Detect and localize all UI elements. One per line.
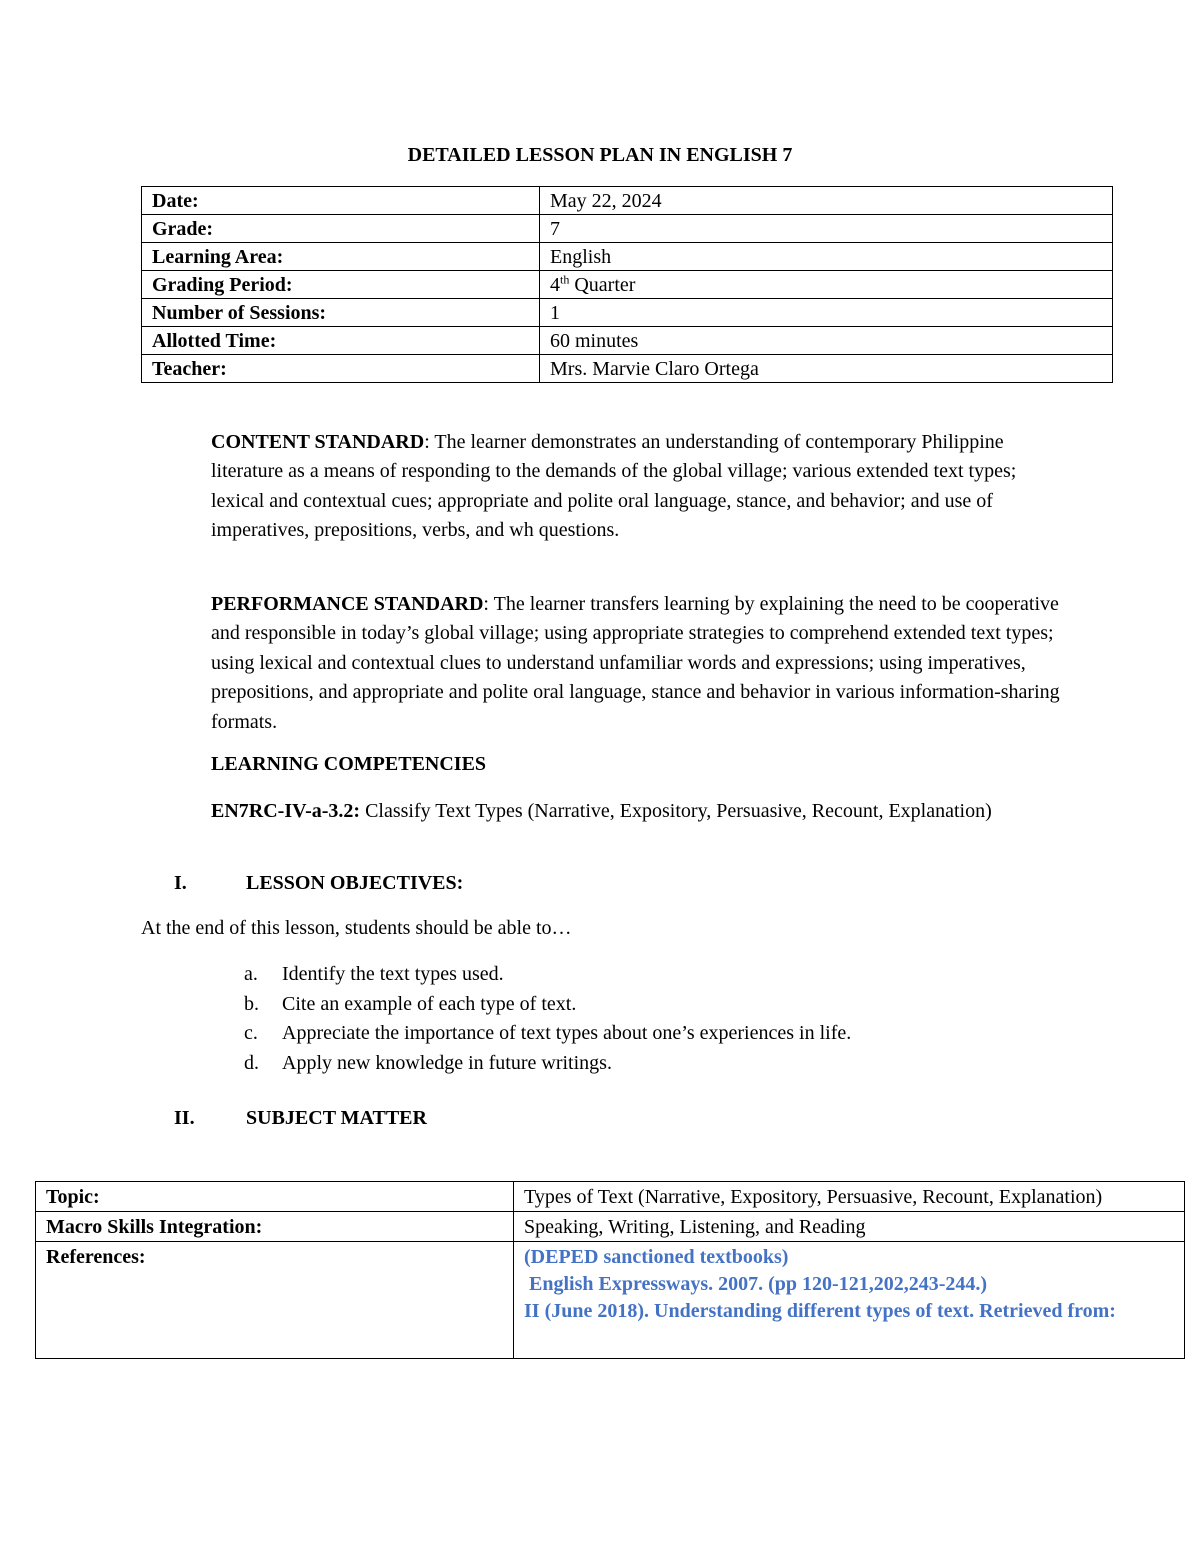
references-label: References: bbox=[36, 1242, 514, 1359]
list-marker: a. bbox=[244, 963, 258, 985]
date-label: Date: bbox=[142, 187, 540, 215]
macro-skills-label: Macro Skills Integration: bbox=[36, 1212, 514, 1242]
grading-period-word: Quarter bbox=[569, 273, 636, 296]
document-title: DETAILED LESSON PLAN IN ENGLISH 7 bbox=[407, 144, 793, 166]
references-value bbox=[514, 1242, 1185, 1359]
content-standard bbox=[211, 428, 1071, 546]
reference-line: English Expressways. 2007. (pp 120-121,202,243-244.) bbox=[529, 1273, 988, 1295]
competency-text: Classify Text Types (Narrative, Expository, Persuasive, Recount, Explanation) bbox=[360, 800, 992, 822]
content-standard-text: : The learner demonstrates an understanding of contemporary Philippine literature as a means of responding to the demands of the global village; various extended text types; lexical and contextual cues; appropriate and polite oral language, stance, and behavior; and use of imperatives, prepositions, verbs, and wh questions. bbox=[211, 431, 1017, 542]
teacher-label: Teacher: bbox=[142, 355, 540, 383]
table-row bbox=[36, 1242, 1185, 1359]
sessions-value: 1 bbox=[540, 299, 1113, 327]
table-row bbox=[142, 271, 1113, 299]
lesson-info-table bbox=[141, 186, 1113, 383]
subject-matter-table bbox=[35, 1181, 1185, 1359]
allotted-time-label: Allotted Time: bbox=[142, 327, 540, 355]
performance-standard bbox=[211, 590, 1071, 737]
reference-line: (DEPED sanctioned textbooks) bbox=[524, 1246, 789, 1268]
topic-label: Topic: bbox=[36, 1182, 514, 1212]
table-row bbox=[142, 187, 1113, 215]
objectives-list bbox=[244, 960, 851, 1078]
list-item bbox=[244, 1019, 851, 1049]
table-row bbox=[36, 1182, 1185, 1212]
objectives-intro: At the end of this lesson, students should be able to… bbox=[141, 917, 572, 939]
table-row bbox=[142, 299, 1113, 327]
grade-label: Grade: bbox=[142, 215, 540, 243]
subject-matter-heading: SUBJECT MATTER bbox=[246, 1107, 427, 1129]
objective-text: Appreciate the importance of text types about one’s experiences in life. bbox=[282, 1022, 852, 1044]
performance-standard-text: : The learner transfers learning by explaining the need to be cooperative and responsible in today’s global village; using appropriate strategies to comprehend extended text types; using lexical and contextual clues to understand unfamiliar words and expressions; using imperatives, prepositions, and appropriate and polite oral language, stance and behavior in various information-sharing formats. bbox=[211, 593, 1060, 733]
list-marker: d. bbox=[244, 1051, 259, 1074]
teacher-value: Mrs. Marvie Claro Ortega bbox=[540, 355, 1113, 383]
learning-area-value: English bbox=[540, 243, 1113, 271]
list-item bbox=[244, 960, 851, 990]
table-row bbox=[142, 327, 1113, 355]
section-one-numeral: I. bbox=[174, 872, 187, 894]
table-row bbox=[142, 243, 1113, 271]
grading-period-value bbox=[540, 271, 1113, 299]
topic-value: Types of Text (Narrative, Expository, Persuasive, Recount, Explanation) bbox=[514, 1182, 1185, 1212]
performance-standard-label: PERFORMANCE STANDARD bbox=[211, 593, 484, 615]
list-marker: b. bbox=[244, 992, 259, 1015]
grade-value: 7 bbox=[540, 215, 1113, 243]
section-two-numeral: II. bbox=[174, 1107, 195, 1129]
allotted-time-value: 60 minutes bbox=[540, 327, 1113, 355]
competency-item bbox=[211, 797, 1071, 826]
competency-code: EN7RC-IV-a-3.2: bbox=[211, 800, 361, 822]
content-standard-label: CONTENT STANDARD bbox=[211, 431, 425, 453]
table-row bbox=[142, 215, 1113, 243]
objective-text: Cite an example of each type of text. bbox=[282, 992, 577, 1015]
learning-competencies-heading: LEARNING COMPETENCIES bbox=[211, 753, 487, 775]
list-item bbox=[244, 1049, 851, 1079]
list-item bbox=[244, 990, 851, 1020]
grading-period-suffix: th bbox=[560, 271, 570, 286]
macro-skills-value: Speaking, Writing, Listening, and Reading bbox=[514, 1212, 1185, 1242]
reference-line: II (June 2018). Understanding different types of text. Retrieved from: bbox=[524, 1300, 1116, 1322]
objective-text: Identify the text types used. bbox=[282, 963, 504, 985]
learning-area-label: Learning Area: bbox=[142, 243, 540, 271]
date-value: May 22, 2024 bbox=[540, 187, 1113, 215]
grading-period-label: Grading Period: bbox=[142, 271, 540, 299]
objective-text: Apply new knowledge in future writings. bbox=[282, 1051, 612, 1074]
lesson-objectives-heading: LESSON OBJECTIVES: bbox=[246, 872, 464, 894]
table-row bbox=[142, 355, 1113, 383]
grading-period-number: 4 bbox=[550, 273, 560, 296]
table-row bbox=[36, 1212, 1185, 1242]
list-marker: c. bbox=[244, 1022, 258, 1044]
sessions-label: Number of Sessions: bbox=[142, 299, 540, 327]
